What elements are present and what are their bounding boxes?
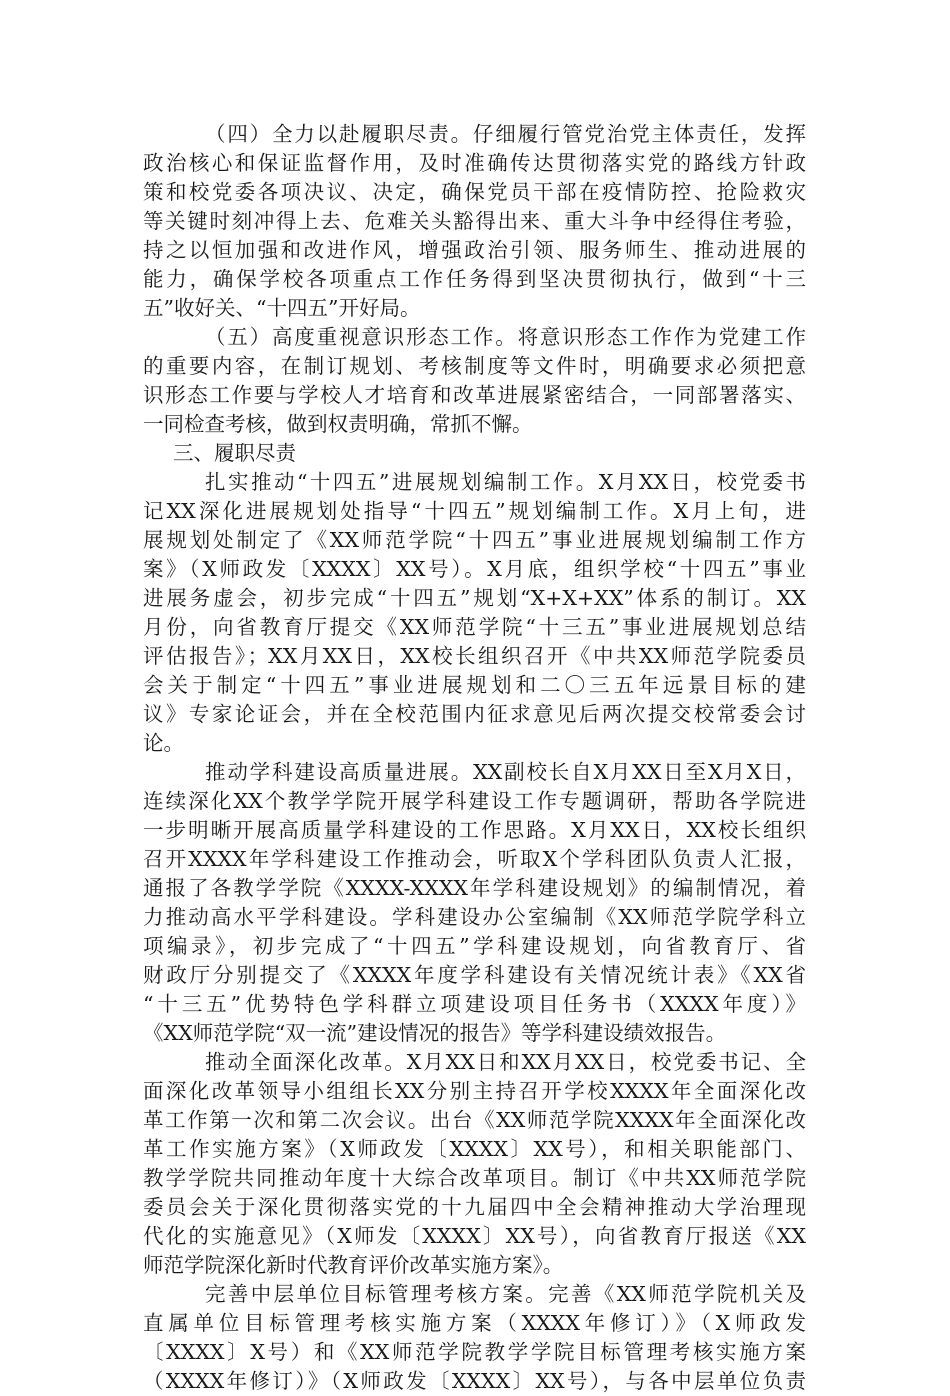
text-line: 持之以恒加强和改进作风，增强政治引领、服务师生、推动进展的 [143, 238, 806, 262]
text-line: 能力，确保学校各项重点工作任务得到坚决贯彻执行，做到“十三 [143, 267, 806, 291]
text-line: 进展务虚会，初步完成“十四五”规划“X+X+XX”体系的制订。XX [143, 586, 806, 610]
paragraph-reform [143, 1048, 806, 1280]
paragraph-si [143, 120, 806, 323]
paragraph-discipline [143, 758, 806, 1048]
text-line: 完善中层单位目标管理考核方案。完善《XX师范学院机关及 [205, 1282, 806, 1306]
text-line: 记XX深化进展规划处指导“十四五”规划编制工作。X月上旬，进 [143, 499, 806, 523]
text-line: 推动学科建设高质量进展。XX副校长自X月XX日至X月X日， [205, 760, 806, 784]
text-line: 一同检查考核，做到权责明确，常抓不懈。 [143, 412, 533, 436]
text-line: 召开XXXX年学科建设工作推动会，听取X个学科团队负责人汇报， [143, 847, 806, 871]
text-line: 案》（X师政发〔XXXX〕XX号）。X月底，组织学校“十四五”事业 [143, 557, 806, 581]
text-line: 直属单位目标管理考核实施方案（XXXX年修订）》（X师政发 [143, 1311, 806, 1335]
text-line: 革工作第一次和第二次会议。出台《XX师范学院XXXX年全面深化改 [143, 1108, 806, 1132]
text-line: 扎实推动“十四五”进展规划编制工作。X月XX日，校党委书 [205, 470, 806, 494]
paragraph-heading [143, 439, 806, 468]
paragraph-wu [143, 323, 806, 439]
text-line: 议》专家论证会，并在全校范围内征求意见后两次提交校常委会讨 [143, 702, 806, 726]
text-line: 一步明晰开展高质量学科建设的工作思路。X月XX日，XX校长组织 [143, 818, 806, 842]
text-line: “十三五”优势特色学科群立项建设项目任务书（XXXX年度）》 [143, 992, 806, 1016]
text-line: 师范学院深化新时代教育评价改革实施方案》。 [143, 1253, 564, 1277]
text-line: （五）高度重视意识形态工作。将意识形态工作作为党建工作 [205, 325, 806, 349]
text-line: 五”收好关、“十四五”开好局。 [143, 296, 421, 320]
text-line: （XXXX年修订）》（X师政发〔XXXX〕XX号），与各中层单位负责 [143, 1369, 806, 1393]
text-line: 连续深化XX个教学学院开展学科建设工作专题调研，帮助各学院进 [143, 789, 806, 813]
text-line: 面深化改革领导小组组长XX分别主持召开学校XXXX年全面深化改 [143, 1079, 806, 1103]
text-line: 会关于制定“十四五”事业进展规划和二〇三五年远景目标的建 [143, 673, 806, 697]
text-line: 展规划处制定了《XX师范学院“十四五”事业进展规划编制工作方 [143, 528, 806, 552]
paragraph-assess [143, 1280, 806, 1396]
text-line: 《XX师范学院“双一流”建设情况的报告》等学科建设绩效报告。 [143, 1021, 727, 1045]
text-line: 教学学院共同推动年度十大综合改革项目。制订《中共XX师范学院 [143, 1166, 806, 1190]
text-line: 论。 [143, 731, 184, 755]
paragraph-plan [143, 468, 806, 758]
section-heading: 三、履职尽责 [173, 441, 296, 465]
text-line: 革工作实施方案》（X师政发〔XXXX〕XX号），和相关职能部门、 [143, 1137, 806, 1161]
text-line: 推动全面深化改革。X月XX日和XX月XX日，校党委书记、全 [205, 1050, 806, 1074]
text-line: 项编录》，初步完成了“十四五”学科建设规划，向省教育厅、省 [143, 934, 806, 958]
text-line: 代化的实施意见》（X师发〔XXXX〕XX号），向省教育厅报送《XX [143, 1224, 806, 1248]
text-line: 〔XXXX〕X号）和《XX师范学院教学学院目标管理考核实施方案 [143, 1340, 806, 1364]
text-line: 评估报告》；XX月XX日，XX校长组织召开《中共XX师范学院委员 [143, 644, 806, 668]
text-line: 识形态工作要与学校人才培育和改革进展紧密结合，一同部署落实、 [143, 383, 806, 407]
text-line: 力推动高水平学科建设。学科建设办公室编制《XX师范学院学科立 [143, 905, 806, 929]
text-line: 的重要内容，在制订规划、考核制度等文件时，明确要求必须把意 [143, 354, 806, 378]
text-line: 策和校党委各项决议、决定，确保党员干部在疫情防控、抢险救灾 [143, 180, 806, 204]
text-line: 政治核心和保证监督作用，及时准确传达贯彻落实党的路线方针政 [143, 151, 806, 175]
text-line: 财政厅分别提交了《XXXX年度学科建设有关情况统计表》《XX省 [143, 963, 806, 987]
text-line: 等关键时刻冲得上去、危难关头豁得出来、重大斗争中经得住考验， [143, 209, 806, 233]
text-line: 通报了各教学学院《XXXX-XXXX年学科建设规划》的编制情况，着 [143, 876, 806, 900]
text-line: 月份，向省教育厅提交《XX师范学院“十三五”事业进展规划总结 [143, 615, 806, 639]
text-line: 委员会关于深化贯彻落实党的十九届四中全会精神推动大学治理现 [143, 1195, 806, 1219]
document-body [143, 120, 806, 1396]
text-line: （四）全力以赴履职尽责。仔细履行管党治党主体责任，发挥 [205, 122, 806, 146]
